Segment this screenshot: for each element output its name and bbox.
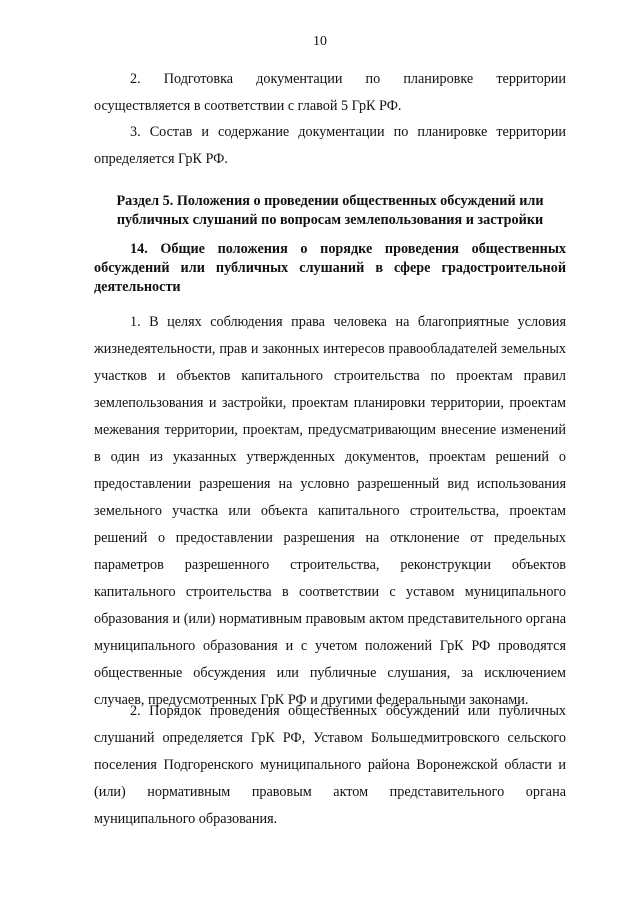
text-line: образования и (или) нормативным правовым актом представительного органа: [94, 611, 566, 627]
text-line: землепользования и застройки, проектам планировки территории, проектам: [94, 395, 566, 411]
text-line: капитального строительства в соответствии с уставом муниципального: [94, 584, 566, 600]
text-line: случаев, предусмотренных ГрК РФ и другими федеральными законами.: [94, 692, 529, 708]
text-line: осуществляется в соответствии с главой 5 ГрК РФ.: [94, 98, 402, 114]
paragraph-item-2: [94, 66, 566, 120]
article-title-line: обсуждений или публичных слушаний в сфере градостроительной: [94, 260, 566, 276]
text-line: (или) нормативным правовым актом представительного органа: [94, 784, 566, 800]
text-line: параметров разрешенного строительства, реконструкции объектов: [94, 557, 566, 573]
text-line: межевания территории, проектам, предусматривающим внесение изменений: [94, 422, 566, 438]
section-title-line: Раздел 5. Положения о проведении общественных обсуждений или: [116, 193, 544, 209]
text-line: муниципального образования.: [94, 811, 278, 827]
article-title-line: 14. Общие положения о порядке проведения общественных: [130, 241, 566, 257]
text-line: муниципального образования и с учетом положений ГрК РФ проводятся: [94, 638, 566, 654]
text-line: 2. Порядок проведения общественных обсуждений или публичных: [130, 703, 566, 719]
article-title-line: деятельности: [94, 279, 181, 295]
section-title-line: публичных слушаний по вопросам землепользования и застройки: [116, 212, 544, 228]
text-line: земельного участка или объекта капитального строительства, проектам: [94, 503, 566, 519]
text-line: 2. Подготовка документации по планировке территории: [130, 71, 566, 87]
text-line: решений о предоставлении разрешения на отклонение от предельных: [94, 530, 566, 546]
text-line: определяется ГрК РФ.: [94, 151, 228, 167]
text-line: поселения Подгоренского муниципального района Воронежской области и: [94, 757, 566, 773]
paragraph-2: [94, 698, 566, 833]
text-line: общественные обсуждения или публичные слушания, за исключением: [94, 665, 566, 681]
page-number: 10: [313, 34, 327, 49]
paragraph-item-3: [94, 119, 566, 173]
text-line: слушаний определяется ГрК РФ, Уставом Большедмитровского сельского: [94, 730, 566, 746]
text-line: участков и объектов капитального строительства по проектам правил: [94, 368, 566, 384]
text-line: 3. Состав и содержание документации по планировке территории: [130, 124, 566, 140]
section-title: [94, 192, 566, 230]
text-line: 1. В целях соблюдения права человека на благоприятные условия: [130, 314, 566, 330]
paragraph-1: [94, 309, 566, 714]
text-line: в один из указанных утвержденных документов, проектам решений о: [94, 449, 566, 465]
article-title: [94, 240, 566, 297]
text-line: жизнедеятельности, прав и законных интересов правообладателей земельных: [94, 341, 566, 357]
text-line: предоставлении разрешения на условно разрешенный вид использования: [94, 476, 566, 492]
